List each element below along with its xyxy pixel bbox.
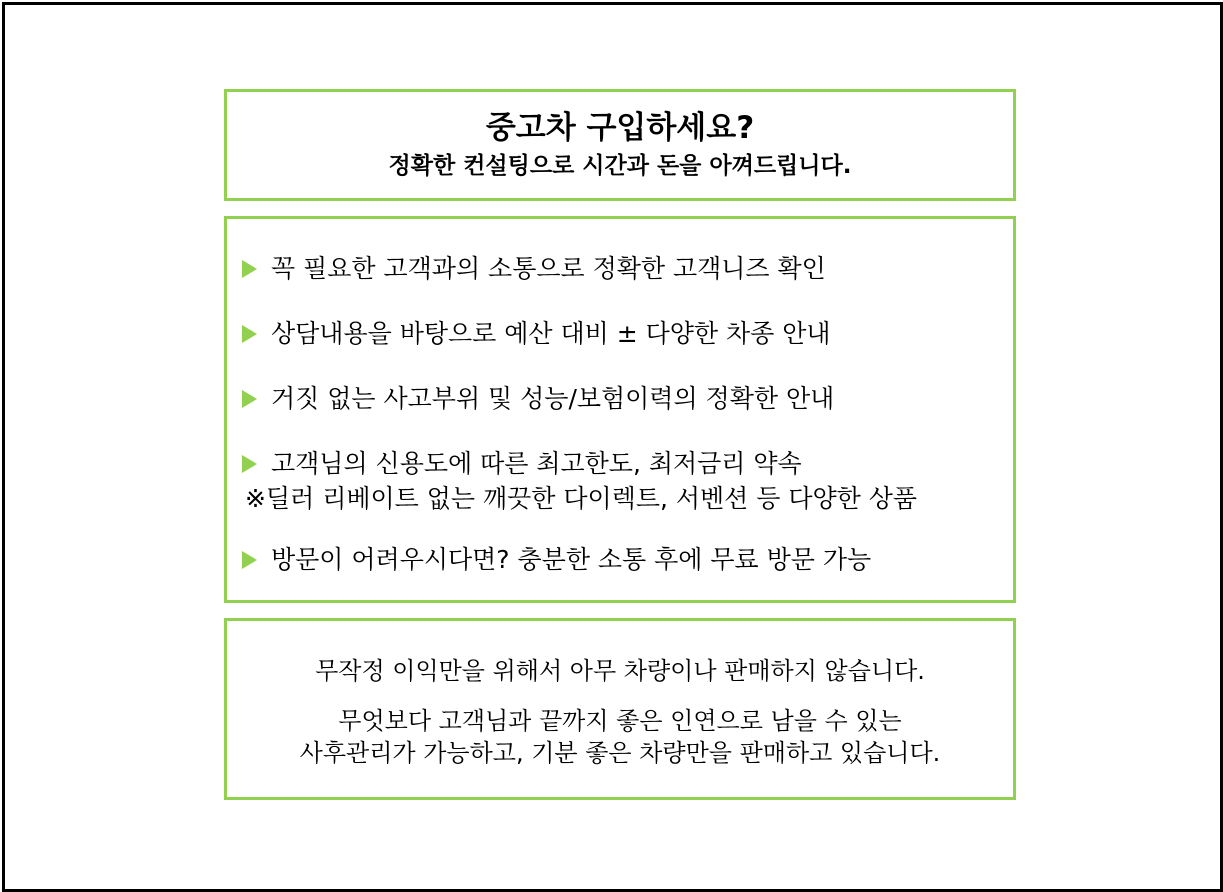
feature-item xyxy=(242,448,1003,480)
feature-item xyxy=(242,544,1003,576)
feature-item xyxy=(242,318,1003,350)
feature-item xyxy=(242,383,1003,415)
feature-note: ※딜러 리베이트 없는 깨끗한 다이렉트, 서벤션 등 다양한 상품 xyxy=(245,484,918,513)
footer-box xyxy=(224,618,1016,800)
triangle-right-icon xyxy=(242,325,257,343)
footer-line: 사후관리가 가능하고, 기분 좋은 차량만을 판매하고 있습니다. xyxy=(299,739,941,767)
feature-text: 거짓 없는 사고부위 및 성능/보험이력의 정확한 안내 xyxy=(271,384,835,413)
triangle-right-icon xyxy=(242,390,257,408)
page-subtitle: 정확한 컨설팅으로 시간과 돈을 아껴드립니다. xyxy=(388,153,852,179)
page-frame xyxy=(2,2,1223,892)
feature-text: 고객님의 신용도에 따른 최고한도, 최저금리 약속 xyxy=(271,449,802,478)
page-title: 중고차 구입하세요? xyxy=(485,110,755,146)
feature-text: 꼭 필요한 고객과의 소통으로 정확한 고객니즈 확인 xyxy=(271,254,826,283)
footer-line: 무엇보다 고객님과 끝까지 좋은 인연으로 남을 수 있는 xyxy=(338,707,902,735)
triangle-right-icon xyxy=(242,260,257,278)
footer-line: 무작정 이익만을 위해서 아무 차량이나 판매하지 않습니다. xyxy=(315,657,925,685)
triangle-right-icon xyxy=(242,551,257,569)
feature-item xyxy=(242,253,1003,285)
feature-text: 상담내용을 바탕으로 예산 대비 ± 다양한 차종 안내 xyxy=(271,319,831,348)
features-box xyxy=(224,216,1016,603)
header-box xyxy=(224,89,1016,201)
feature-text: 방문이 어려우시다면? 충분한 소통 후에 무료 방문 가능 xyxy=(271,545,872,574)
triangle-right-icon xyxy=(242,455,257,473)
